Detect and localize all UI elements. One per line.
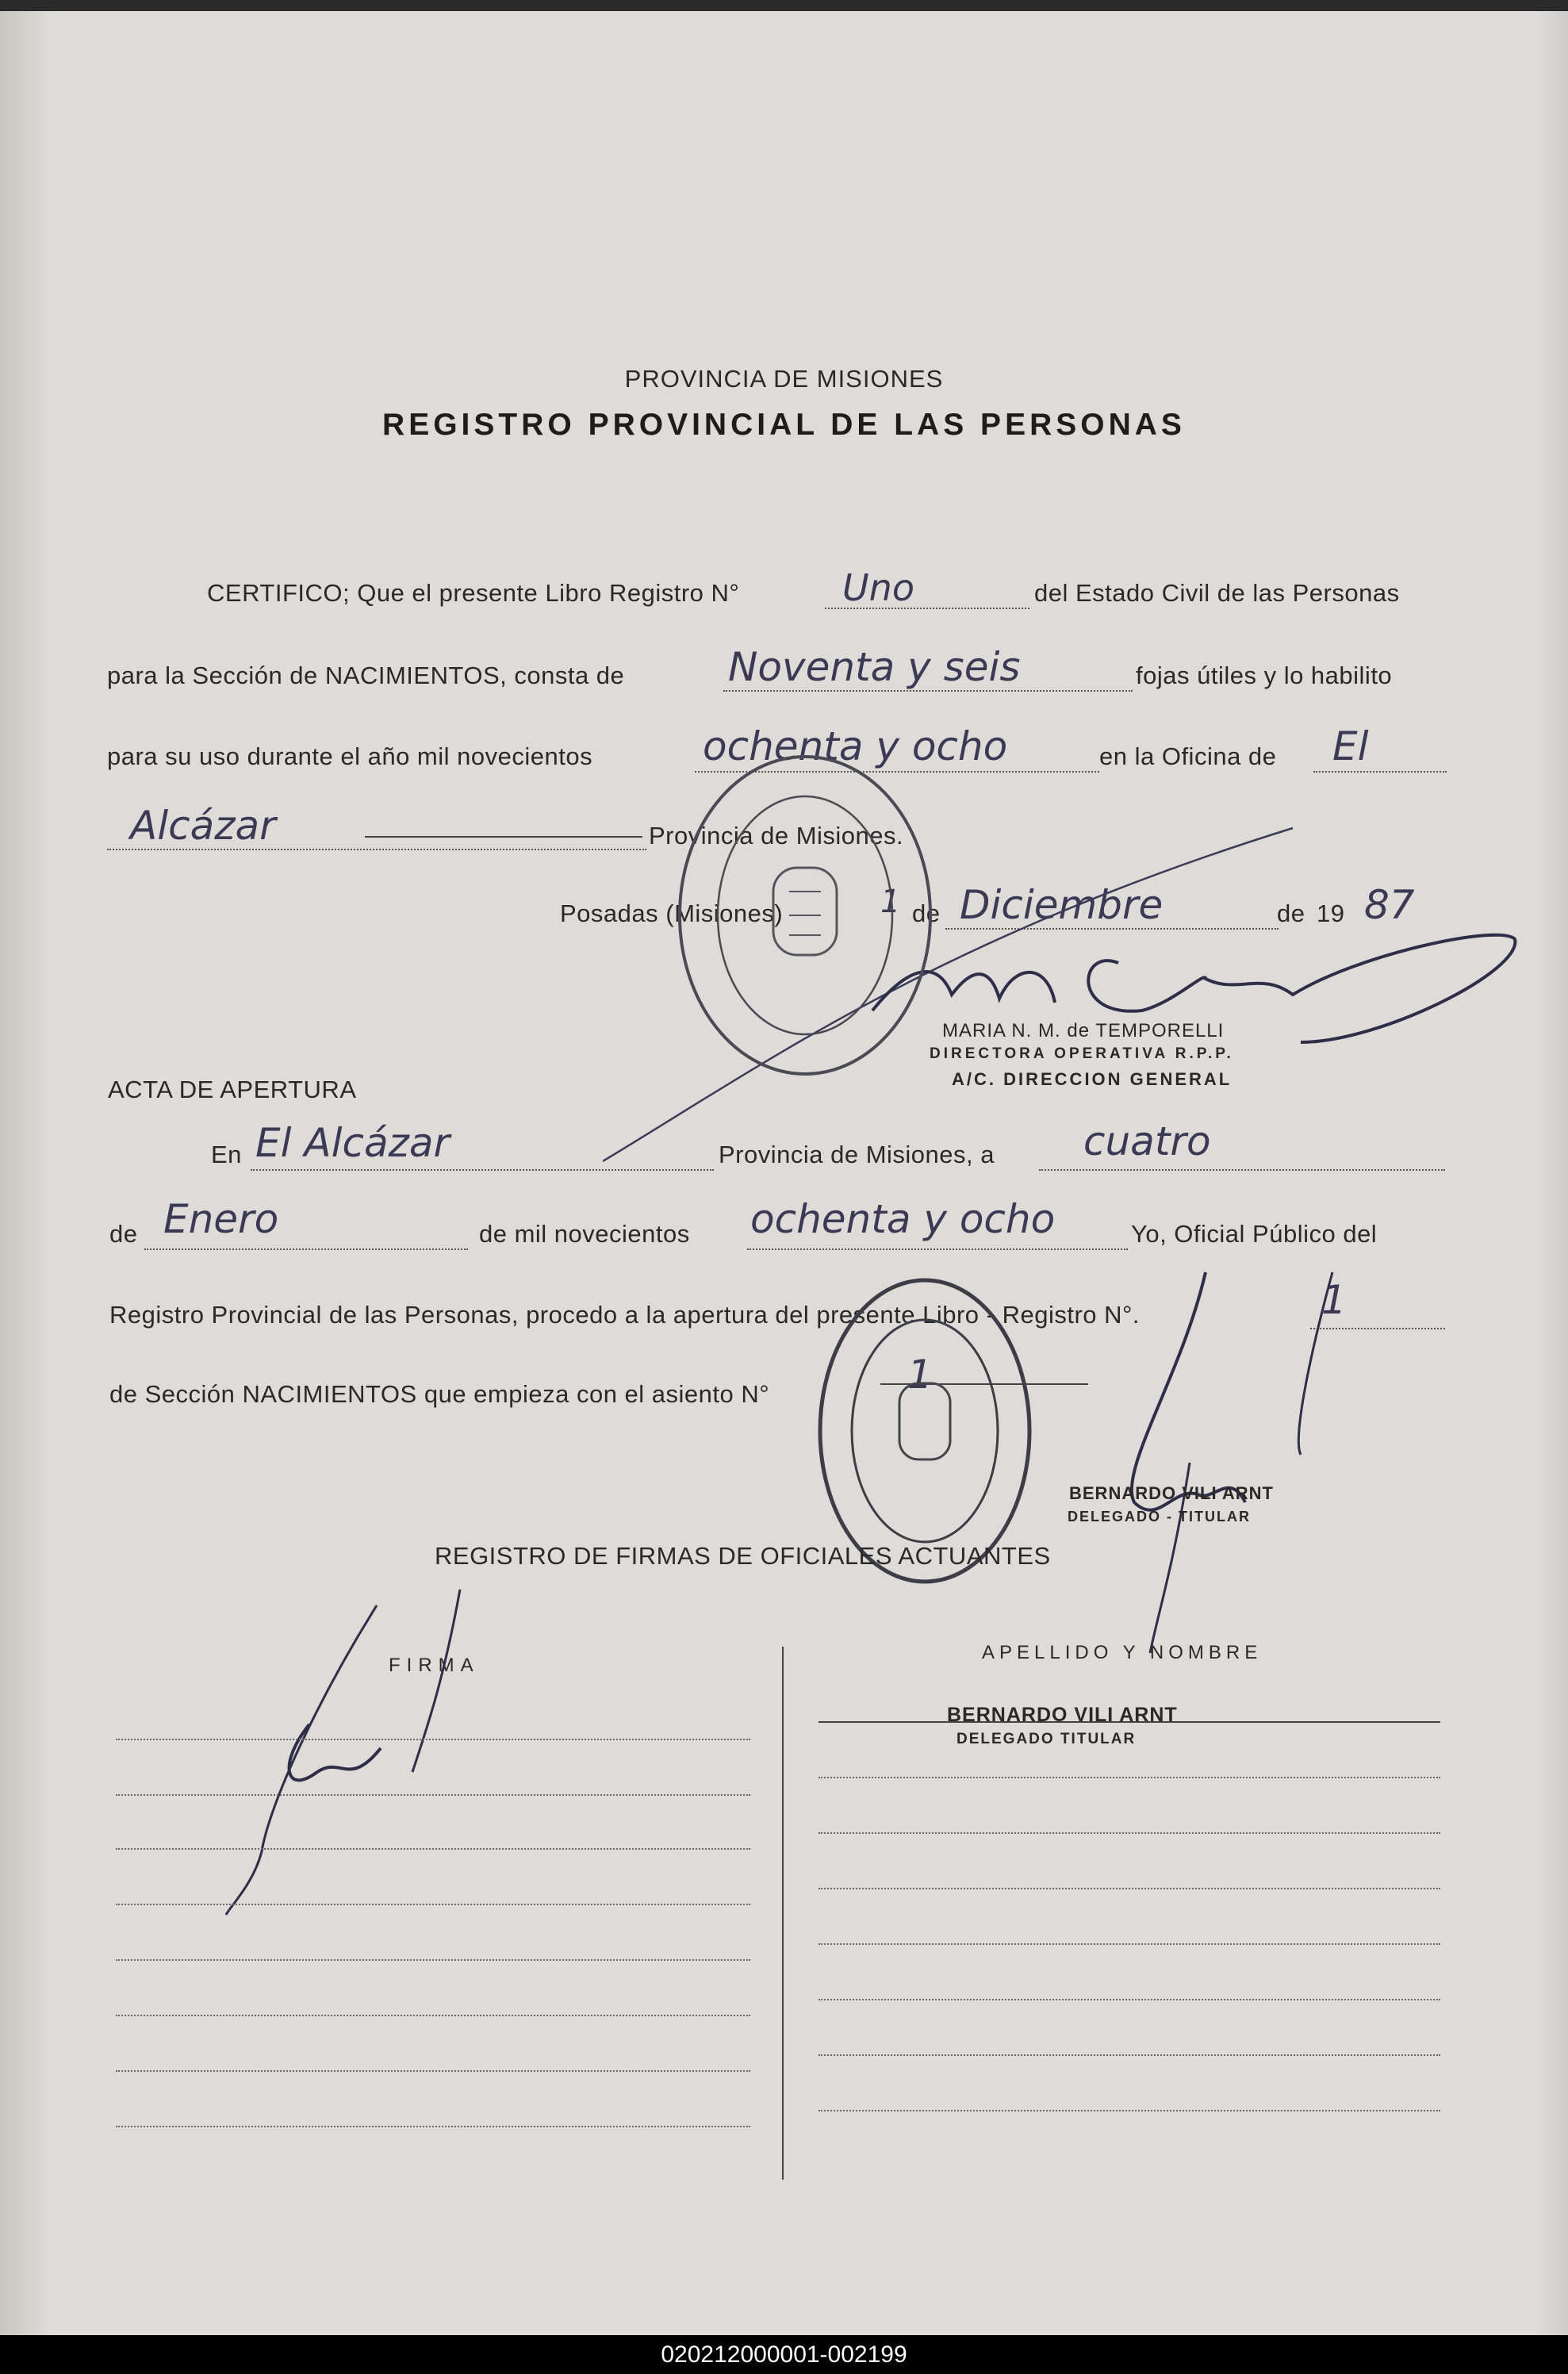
firma-row-line [116, 2015, 750, 2016]
apertura-year: ochenta y ocho [750, 1196, 1056, 1242]
day-line [1039, 1169, 1445, 1171]
cert-de2: de [1277, 899, 1305, 927]
firma-row-line [116, 2070, 750, 2072]
book-number-handwritten: Uno [842, 566, 914, 609]
signature-delegado [1087, 1264, 1340, 1661]
signer-title2: A/C. DIRECCION GENERAL [952, 1069, 1233, 1089]
office-handwritten-b: Alcázar [130, 803, 276, 849]
cert-line3-b: en la Oficina de [1099, 742, 1277, 770]
cert-line2-a: para la Sección de NACIMIENTOS, consta de [107, 662, 625, 689]
apertura-entry-number: 1 [907, 1352, 933, 1398]
apertura-yo: Yo, Oficial Público del [1131, 1220, 1378, 1248]
apertura-mil: de mil novecientos [479, 1220, 690, 1248]
nombre-row-line [819, 2054, 1440, 2056]
document-id-footer: 020212000001-002199 [0, 2335, 1568, 2374]
signer-name: MARIA N. M. de TEMPORELLI [942, 1020, 1225, 1041]
cert-line1-a: CERTIFICO; Que el presente Libro Registro N° [207, 579, 740, 607]
signature-firma-entry [214, 1582, 476, 1923]
cert-line2-b: fojas útiles y lo habilito [1136, 662, 1393, 689]
cert-month: Diciembre [960, 882, 1164, 928]
delegado-title: DELEGADO - TITULAR [1068, 1509, 1251, 1524]
column-divider [782, 1647, 784, 2180]
firma-column-header: FIRMA [389, 1655, 480, 1676]
firma-row-line [116, 1848, 750, 1850]
firma-row-line [116, 1904, 750, 1905]
firma-row-line [116, 1794, 750, 1796]
firma-row-line [116, 1739, 750, 1740]
cert-line1-b: del Estado Civil de las Personas [1034, 579, 1400, 607]
firmas-entry-name: BERNARDO VILI ARNT [947, 1704, 1178, 1726]
firma-row-line [116, 1959, 750, 1961]
nombre-row-line [819, 1721, 1440, 1723]
apertura-en: En [211, 1141, 242, 1168]
firmas-entry-title: DELEGADO TITULAR [957, 1731, 1137, 1747]
nombre-row-line [819, 1777, 1440, 1778]
year-handwritten: ochenta y ocho [703, 723, 1008, 769]
office-fill-line [365, 836, 642, 838]
page-right-edge [1536, 11, 1568, 2335]
delegado-name: BERNARDO VILI ARNT [1069, 1483, 1274, 1503]
firma-row-line [116, 2126, 750, 2127]
cert-day: 1 [880, 884, 901, 920]
province-heading: PROVINCIA DE MISIONES [624, 365, 944, 393]
office-line-2 [107, 849, 646, 850]
nombre-row-line [819, 1999, 1440, 2000]
month2-line [144, 1248, 468, 1250]
nombre-row-line [819, 1888, 1440, 1889]
year2-line [747, 1248, 1128, 1250]
folios-line [723, 690, 1133, 692]
stamp-direccion-general [674, 749, 936, 1082]
apertura-de: de [109, 1220, 138, 1248]
nombre-row-line [819, 1943, 1440, 1945]
nombre-row-line [819, 1832, 1440, 1834]
apertura-line4: de Sección NACIMIENTOS que empieza con el asiento N° [109, 1380, 770, 1408]
apertura-heading: ACTA DE APERTURA [108, 1076, 357, 1103]
apertura-prov: Provincia de Misiones, a [719, 1141, 995, 1168]
signer-title: DIRECTORA OPERATIVA R.P.P. [930, 1045, 1234, 1062]
locality-line [251, 1169, 714, 1171]
apertura-line3: Registro Provincial de las Personas, procedo a la apertura del presente Libro - Registro N°. [109, 1301, 1141, 1329]
nombre-row-line [819, 2110, 1440, 2111]
apertura-month: Enero [163, 1196, 279, 1242]
cert-year-prefix: 19 [1317, 899, 1345, 927]
cert-de1: de [912, 899, 941, 927]
nombre-column-header: APELLIDO Y NOMBRE [982, 1642, 1263, 1663]
apertura-book-number: 1 [1321, 1277, 1347, 1323]
apertura-day: cuatro [1083, 1118, 1211, 1164]
folios-handwritten: Noventa y seis [728, 644, 1021, 690]
cert-place: Posadas (Misiones) [560, 899, 784, 927]
office-line [1313, 771, 1447, 773]
firmas-heading: REGISTRO DE FIRMAS DE OFICIALES ACTUANTES [435, 1542, 1051, 1570]
cert-line4-b: Provincia de Misiones. [649, 822, 904, 850]
office-handwritten-a: El [1332, 723, 1369, 769]
document-page [0, 11, 1568, 2335]
page-binding-edge [0, 11, 49, 2335]
office-heading: REGISTRO PROVINCIAL DE LAS PERSONAS [382, 408, 1186, 442]
cert-year-suffix: 87 [1364, 882, 1415, 928]
cert-line3-a: para su uso durante el año mil novecientos [107, 742, 593, 770]
apertura-locality: El Alcázar [255, 1120, 450, 1166]
